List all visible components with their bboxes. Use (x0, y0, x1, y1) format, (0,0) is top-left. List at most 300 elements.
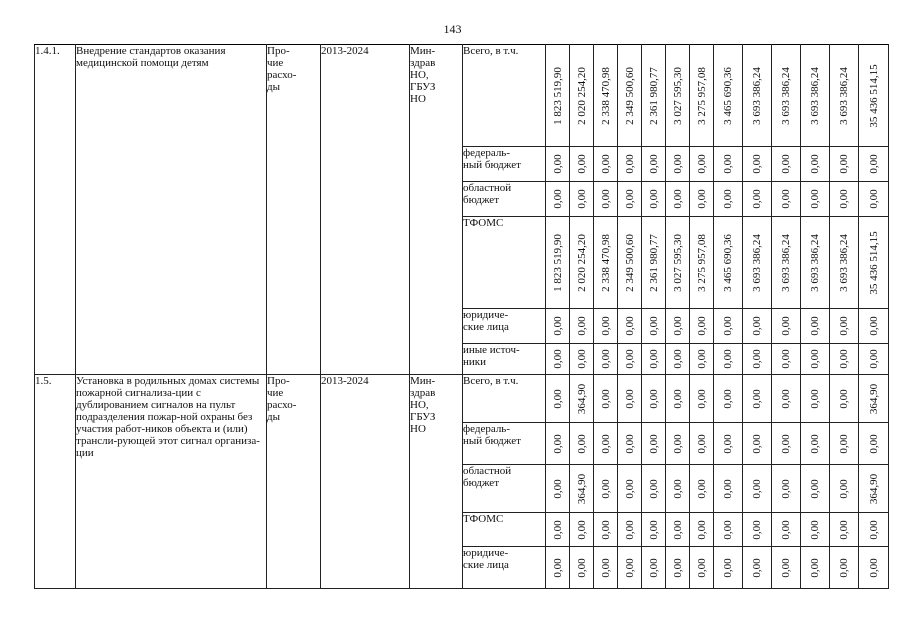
value-cell (546, 423, 570, 465)
value-cell (642, 217, 666, 309)
funding-value: 0,00 (838, 478, 850, 499)
funding-value: 3 027 595,30 (671, 66, 684, 125)
value-cell (772, 375, 801, 423)
value-cell (570, 45, 594, 147)
value-cell (743, 423, 772, 465)
funding-value: 0,00 (838, 557, 850, 578)
funding-value: 0,00 (551, 189, 564, 209)
value-cell (570, 309, 594, 344)
funding-value: 0,00 (599, 388, 612, 409)
funding-value: 0,00 (599, 154, 612, 174)
value-cell (830, 217, 859, 309)
funding-value: 0,00 (722, 478, 734, 499)
value-cell (714, 547, 743, 589)
funding-value: 3 693 386,24 (751, 233, 763, 292)
value-cell (594, 147, 618, 182)
funding-value: 0,00 (671, 316, 684, 336)
value-cell (618, 513, 642, 547)
value-cell (546, 217, 570, 309)
funding-value: 0,00 (695, 189, 708, 209)
value-cell (570, 423, 594, 465)
value-cell (714, 147, 743, 182)
funding-value: 1 823 519,90 (551, 66, 564, 125)
value-cell (714, 465, 743, 513)
funding-value: 0,00 (809, 189, 821, 209)
funding-value: 0,00 (551, 433, 564, 454)
value-cell (772, 344, 801, 375)
funding-value: 0,00 (551, 388, 564, 409)
funding-value: 0,00 (838, 388, 850, 409)
value-cell (772, 423, 801, 465)
funding-value: 0,00 (751, 388, 763, 409)
value-cell (743, 217, 772, 309)
funding-value: 0,00 (780, 316, 792, 336)
value-cell (830, 547, 859, 589)
funding-value: 0,00 (647, 478, 660, 499)
value-cell (594, 513, 618, 547)
value-cell (859, 344, 889, 375)
value-cell (618, 547, 642, 589)
funding-value: 0,00 (695, 433, 708, 454)
funding-value: 0,00 (838, 154, 850, 174)
funding-value: 3 693 386,24 (838, 66, 850, 125)
funding-value: 0,00 (695, 557, 708, 578)
funding-value: 2 338 470,98 (599, 233, 612, 292)
value-cell (801, 547, 830, 589)
value-cell (801, 45, 830, 147)
value-cell (801, 309, 830, 344)
value-cell (772, 513, 801, 547)
funding-value: 0,00 (647, 349, 660, 369)
funding-value: 2 349 500,60 (623, 233, 636, 292)
funding-value: 364,90 (867, 473, 880, 504)
funding-value: 0,00 (551, 154, 564, 174)
value-cell (714, 309, 743, 344)
funding-value: 0,00 (623, 478, 636, 499)
value-cell (570, 375, 594, 423)
value-cell (772, 309, 801, 344)
value-cell (859, 147, 889, 182)
value-cell (642, 309, 666, 344)
funding-value: 0,00 (780, 388, 792, 409)
value-cell (594, 423, 618, 465)
value-cell (618, 465, 642, 513)
value-cell (642, 182, 666, 217)
value-cell (642, 344, 666, 375)
funding-value: 3 027 595,30 (671, 233, 684, 292)
funding-value: 0,00 (671, 478, 684, 499)
value-cell (714, 45, 743, 147)
funding-value: 0,00 (671, 189, 684, 209)
funding-value: 3 465 690,36 (722, 66, 734, 125)
funding-source-label: Всего, в т.ч. (463, 45, 546, 147)
funding-value: 0,00 (780, 519, 792, 540)
value-cell (618, 182, 642, 217)
funding-value: 0,00 (722, 349, 734, 369)
funding-value: 364,90 (867, 383, 880, 414)
value-cell (594, 182, 618, 217)
value-cell (690, 547, 714, 589)
value-cell (666, 375, 690, 423)
measure-name: Установка в родильных домах системы пожарной сигнализа-​ции с дублированием сигналов на пульт подразделения пожар-​ной охраны без участия работ-​ников объекта и (или) трансли-​рующей этот сигнал организа-​ции (76, 375, 267, 589)
funding-value: 0,00 (838, 519, 850, 540)
funding-value: 0,00 (722, 388, 734, 409)
funding-source-label: ТФОМС (463, 217, 546, 309)
value-cell (666, 309, 690, 344)
funding-value: 3 275 957,08 (695, 66, 708, 125)
value-cell (546, 309, 570, 344)
value-cell (801, 513, 830, 547)
funding-value: 0,00 (780, 433, 792, 454)
funding-value: 0,00 (751, 154, 763, 174)
value-cell (570, 217, 594, 309)
value-cell (859, 513, 889, 547)
value-cell (642, 147, 666, 182)
funding-value: 1 823 519,90 (551, 233, 564, 292)
funding-value: 0,00 (551, 349, 564, 369)
value-cell (772, 147, 801, 182)
funding-value: 3 693 386,24 (809, 66, 821, 125)
value-cell (594, 45, 618, 147)
value-cell (830, 182, 859, 217)
value-cell (830, 344, 859, 375)
funding-value: 2 020 254,20 (575, 66, 588, 125)
funding-value: 0,00 (780, 154, 792, 174)
value-cell (801, 423, 830, 465)
value-cell (743, 182, 772, 217)
value-cell (570, 344, 594, 375)
value-cell (666, 547, 690, 589)
value-cell (801, 147, 830, 182)
value-cell (594, 217, 618, 309)
funding-value: 0,00 (867, 519, 880, 540)
value-cell (830, 375, 859, 423)
value-cell (594, 309, 618, 344)
funding-value: 0,00 (751, 433, 763, 454)
funding-value: 3 693 386,24 (751, 66, 763, 125)
value-cell (570, 513, 594, 547)
funding-value: 0,00 (780, 349, 792, 369)
value-cell (714, 423, 743, 465)
funding-value: 0,00 (695, 316, 708, 336)
funding-value: 0,00 (751, 478, 763, 499)
value-cell (830, 45, 859, 147)
funding-value: 3 693 386,24 (780, 233, 792, 292)
funding-value: 0,00 (599, 519, 612, 540)
implementation-period: 2013-2024 (321, 375, 410, 589)
funding-value: 0,00 (623, 349, 636, 369)
value-cell (546, 375, 570, 423)
value-cell (743, 465, 772, 513)
funding-value: 0,00 (809, 349, 821, 369)
value-cell (743, 375, 772, 423)
funding-value: 0,00 (867, 154, 880, 174)
funding-value: 0,00 (751, 519, 763, 540)
value-cell (642, 513, 666, 547)
funding-value: 0,00 (722, 557, 734, 578)
value-cell (714, 344, 743, 375)
value-cell (690, 423, 714, 465)
funding-value: 0,00 (671, 349, 684, 369)
funding-value: 0,00 (695, 519, 708, 540)
funding-value: 0,00 (722, 433, 734, 454)
value-cell (690, 375, 714, 423)
value-cell (594, 344, 618, 375)
funding-value: 3 275 957,08 (695, 233, 708, 292)
funding-value: 0,00 (751, 316, 763, 336)
value-cell (594, 547, 618, 589)
funding-value: 0,00 (867, 316, 880, 336)
funding-value: 35 436 514,15 (867, 230, 880, 295)
funding-value: 0,00 (722, 316, 734, 336)
value-cell (772, 465, 801, 513)
funding-value: 0,00 (599, 478, 612, 499)
value-cell (546, 182, 570, 217)
value-cell (859, 465, 889, 513)
value-cell (570, 547, 594, 589)
funding-value: 3 693 386,24 (780, 66, 792, 125)
funding-value: 0,00 (647, 557, 660, 578)
funding-source-label: областной бюджет (463, 465, 546, 513)
value-cell (743, 309, 772, 344)
expense-type: Про- чие расхо- ды (267, 45, 321, 375)
value-cell (546, 344, 570, 375)
funding-value: 0,00 (780, 557, 792, 578)
value-cell (743, 547, 772, 589)
funding-value: 0,00 (599, 189, 612, 209)
value-cell (830, 465, 859, 513)
funding-value: 0,00 (623, 154, 636, 174)
value-cell (666, 217, 690, 309)
funding-value: 0,00 (695, 388, 708, 409)
value-cell (772, 547, 801, 589)
funding-value: 0,00 (809, 316, 821, 336)
funding-value: 0,00 (867, 189, 880, 209)
value-cell (859, 182, 889, 217)
funding-value: 0,00 (867, 433, 880, 454)
value-cell (546, 45, 570, 147)
value-cell (743, 344, 772, 375)
value-cell (618, 217, 642, 309)
value-cell (642, 423, 666, 465)
value-cell (666, 344, 690, 375)
funding-value: 0,00 (671, 433, 684, 454)
funding-value: 0,00 (751, 557, 763, 578)
table-row (35, 45, 889, 147)
funding-value: 0,00 (838, 433, 850, 454)
funding-value: 0,00 (575, 189, 588, 209)
value-cell (546, 513, 570, 547)
funding-value: 0,00 (647, 316, 660, 336)
value-cell (618, 375, 642, 423)
value-cell (690, 217, 714, 309)
funding-value: 0,00 (575, 154, 588, 174)
funding-value: 0,00 (599, 316, 612, 336)
value-cell (772, 217, 801, 309)
value-cell (714, 217, 743, 309)
funding-value: 2 020 254,20 (575, 233, 588, 292)
funding-value: 0,00 (623, 519, 636, 540)
funding-value: 0,00 (809, 519, 821, 540)
value-cell (666, 147, 690, 182)
value-cell (618, 309, 642, 344)
funding-value: 0,00 (647, 519, 660, 540)
funding-value: 0,00 (599, 433, 612, 454)
value-cell (801, 344, 830, 375)
expense-type: Про- чие расхо- ды (267, 375, 321, 589)
funding-source-label: ТФОМС (463, 513, 546, 547)
value-cell (859, 45, 889, 147)
funding-value: 0,00 (780, 478, 792, 499)
funding-value: 0,00 (575, 557, 588, 578)
funding-value: 0,00 (671, 557, 684, 578)
funding-value: 0,00 (623, 316, 636, 336)
funding-source-label: юридиче- ские лица (463, 309, 546, 344)
value-cell (546, 547, 570, 589)
value-cell (830, 513, 859, 547)
value-cell (690, 182, 714, 217)
value-cell (690, 344, 714, 375)
funding-value: 0,00 (671, 154, 684, 174)
value-cell (830, 423, 859, 465)
value-cell (772, 182, 801, 217)
table-row (35, 375, 889, 423)
funding-value: 0,00 (575, 349, 588, 369)
value-cell (546, 147, 570, 182)
implementation-period: 2013-2024 (321, 45, 410, 375)
funding-value: 0,00 (722, 154, 734, 174)
funding-value: 2 349 500,60 (623, 66, 636, 125)
funding-value: 0,00 (599, 349, 612, 369)
funding-value: 0,00 (809, 433, 821, 454)
value-cell (690, 45, 714, 147)
funding-value: 0,00 (575, 519, 588, 540)
value-cell (666, 465, 690, 513)
funding-value: 0,00 (809, 557, 821, 578)
value-cell (594, 375, 618, 423)
value-cell (570, 147, 594, 182)
value-cell (666, 423, 690, 465)
value-cell (859, 423, 889, 465)
value-cell (743, 513, 772, 547)
value-cell (642, 45, 666, 147)
funding-value: 364,90 (575, 473, 588, 504)
funding-value: 0,00 (599, 557, 612, 578)
funding-value: 0,00 (695, 349, 708, 369)
value-cell (714, 375, 743, 423)
funding-value: 0,00 (647, 189, 660, 209)
value-cell (830, 147, 859, 182)
executor: Мин- здрав НО, ГБУЗ НО (410, 45, 463, 375)
value-cell (618, 344, 642, 375)
value-cell (772, 45, 801, 147)
funding-source-label: Всего, в т.ч. (463, 375, 546, 423)
funding-value: 2 361 980,77 (647, 66, 660, 125)
page-number: 143 (443, 22, 462, 36)
value-cell (801, 217, 830, 309)
value-cell (859, 217, 889, 309)
value-cell (642, 465, 666, 513)
value-cell (618, 423, 642, 465)
value-cell (546, 465, 570, 513)
funding-value: 0,00 (551, 316, 564, 336)
funding-source-label: федераль- ный бюджет (463, 147, 546, 182)
funding-value: 2 361 980,77 (647, 233, 660, 292)
executor: Мин- здрав НО, ГБУЗ НО (410, 375, 463, 589)
value-cell (594, 465, 618, 513)
funding-value: 0,00 (867, 557, 880, 578)
funding-value: 0,00 (722, 189, 734, 209)
budget-table (34, 44, 889, 589)
value-cell (666, 45, 690, 147)
funding-value: 0,00 (551, 478, 564, 499)
funding-value: 0,00 (751, 349, 763, 369)
value-cell (859, 547, 889, 589)
value-cell (830, 309, 859, 344)
row-number: 1.4.1. (35, 45, 76, 375)
value-cell (666, 182, 690, 217)
funding-value: 0,00 (751, 189, 763, 209)
funding-value: 0,00 (575, 433, 588, 454)
funding-value: 3 693 386,24 (838, 233, 850, 292)
funding-value: 0,00 (809, 154, 821, 174)
funding-value: 0,00 (838, 349, 850, 369)
funding-value: 3 465 690,36 (722, 233, 734, 292)
value-cell (690, 147, 714, 182)
funding-value: 0,00 (695, 478, 708, 499)
funding-value: 364,90 (575, 383, 588, 414)
funding-value: 35 436 514,15 (867, 63, 880, 128)
funding-value: 0,00 (838, 316, 850, 336)
funding-value: 0,00 (647, 388, 660, 409)
funding-value: 0,00 (647, 154, 660, 174)
value-cell (618, 45, 642, 147)
funding-source-label: областной бюджет (463, 182, 546, 217)
funding-value: 0,00 (809, 478, 821, 499)
funding-value: 0,00 (551, 519, 564, 540)
value-cell (690, 309, 714, 344)
funding-value: 0,00 (671, 519, 684, 540)
funding-value: 0,00 (647, 433, 660, 454)
value-cell (859, 309, 889, 344)
funding-value: 0,00 (838, 189, 850, 209)
funding-value: 0,00 (623, 433, 636, 454)
funding-value: 0,00 (809, 388, 821, 409)
value-cell (570, 465, 594, 513)
value-cell (642, 375, 666, 423)
funding-value: 0,00 (623, 557, 636, 578)
value-cell (714, 513, 743, 547)
value-cell (666, 513, 690, 547)
funding-source-label: юридиче- ские лица (463, 547, 546, 589)
funding-value: 0,00 (623, 388, 636, 409)
value-cell (690, 513, 714, 547)
value-cell (801, 182, 830, 217)
funding-value: 0,00 (671, 388, 684, 409)
value-cell (618, 147, 642, 182)
value-cell (859, 375, 889, 423)
funding-source-label: иные источ- ники (463, 344, 546, 375)
funding-value: 0,00 (867, 349, 880, 369)
funding-value: 2 338 470,98 (599, 66, 612, 125)
funding-value: 0,00 (695, 154, 708, 174)
funding-value: 3 693 386,24 (809, 233, 821, 292)
value-cell (642, 547, 666, 589)
measure-name: Внедрение стандартов оказания медицинской помощи детям (76, 45, 267, 375)
funding-value: 0,00 (551, 557, 564, 578)
value-cell (570, 182, 594, 217)
value-cell (743, 45, 772, 147)
